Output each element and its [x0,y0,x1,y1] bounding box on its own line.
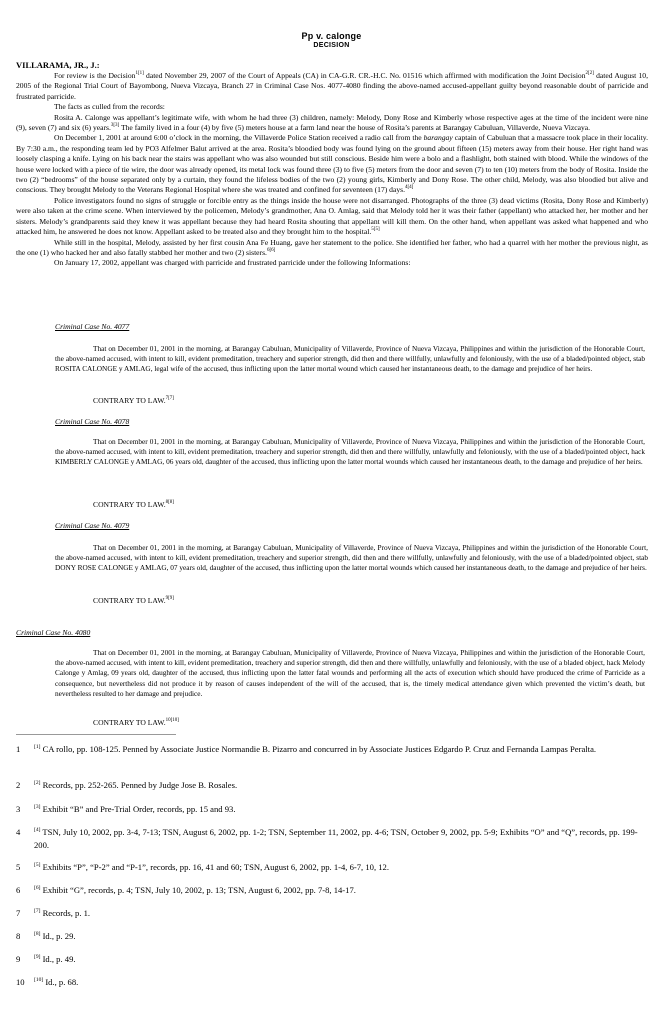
contrary-to-law: CONTRARY TO LAW.$^{7[7]}$ [93,396,174,405]
footnote-ref[interactable]: 8[8] [165,500,174,505]
information-text: That on December 01, 2001 in the morning, at Barangay Cabuluan, Municipality of Villaverde, Province of Nueva Vizcaya, Philippines and within the jurisdiction of the Honorable Court, the above-named accused, with intent to kill, evident premeditation, treachery and superior strength, did then and there willfully, unlawfully and feloniously, with the use of a bladed object, hack Melody Calonge y Amlag, 09 years old, daughter of the accused, thus inflicting upon the latter fatal wounds and performing all the acts of execution which should have produced the crime of Parricide as a consequence, but nevertheless did not produce it by reason of causes independent of the will of the accused, that is, the timely medical attendance given which prevented the victim’s death, but nevertheless resulted to her damage and prejudice. [55,648,645,698]
footnote-ref[interactable]: 4[4] [405,185,414,191]
footnote-ref[interactable]: 7[7] [165,396,174,401]
contrary-to-law: CONTRARY TO LAW.$^{10[10]}$ [93,718,179,727]
paragraph: Rosita A. Calonge was appellant’s legitimate wife, with whom he had three (3) children, namely: Melody, Dony Rose and Kimberly whose respective ages at the time of the incident were nine (9), seven (7) and six (6) years.$^{3[3]}$ The family lived in a four (4) by five (5) meters house at a farm land near the house of Rosita’s parents at Barangay Cabuluan, Villaverde, Nueva Vizcaya. [16,112,648,133]
footnote-anchor[interactable]: [1] [34,744,41,750]
contrary-to-law: CONTRARY TO LAW.$^{9[9]}$ [93,596,174,605]
paragraph: Police investigators found no signs of struggle or forcible entry as the things inside the house were not disarranged. Photographs of the three (3) dead victims (Rosita, Dony Rose and Kimberly) were also taken at the crime scene. When interviewed by the policemen, Melody’s grandmother, Ana O. Amlag, said that Melody told her it was their father (appellant) who attacked her, her mother and her sisters. Melody’s grandparents said they knew it was appellant because they had heard Rosita shouting that appellant will kill them. On the other hand, when appellant was asked what happened and who attacked him, he answered he does not know. Appellant asked to be treated also and they brought him to the hospital.$^{5[5]}$ [16,195,648,237]
document-title: Pp v. calonge [301,31,362,41]
footnote-anchor[interactable]: [6] [34,885,41,891]
footnote-ref[interactable]: 2[2] [585,71,594,76]
footnote-ref[interactable]: 9[9] [165,596,174,601]
footnote-ref[interactable]: 6[6] [266,247,276,253]
document-subtitle: DECISION [313,42,350,49]
paragraph: On December 1, 2001 at around 6:00 o’clock in the morning, the Villaverde Police Station received a radio call from the barangay captain of Cabuluan that a massacre took place in their locality. By 7:30 a.m., the responding team led by PO3 Alfelmer Balut arrived at the area. Rosita’s bloodied body was found lying on the ground about fifteen (15) meters away from their house. Her right hand was loosely clasping a knife. Lying on his back near the stairs was appellant who was also wounded but still conscious. Beside him were a bolo and a flashlight, both stained with blood. While the windows of the house were locked with a piece of tie wire, the door was already opened, its metal lock was found three (3) to five (5) meters from the door and seven (7) to ten (10) meters from the body of Rosita. Inside the two (2) “bedrooms” of the house separated only by a curtain, they found the lifeless bodies of the two (2) young girls, Kimberly and Dony Rose. The other child, Melody, was also bloodied but alive and conscious. They brought Melody to the Veterans Regional Hospital where she was treated and confined for seventeen (17) days.$^{4[4]}$ [16,133,649,195]
information-text: That on December 01, 2001 in the morning, at Barangay Cabuluan, Municipality of Villaverde, Province of Nueva Vizcaya, Philippines and within the jurisdiction of the Honorable Court, the above-named accused, with intent to kill, evident premeditation, treachery and superior strength, did then and there willfully, unlawfully and feloniously, with the use of a bladed/pointed object, stab ROSITA CALONGE y AMLAG, legal wife of the accused, thus inflicting upon the latter mortal wound which caused her instantaneous death, to the damage and prejudice of her heirs. [55,344,645,374]
paragraph: While still in the hospital, Melody, assisted by her first cousin Ana Fe Huang, gave her statement to the police. She identified her father, who had a quarrel with her mother the previous night, as the one (1) who hacked her and also fatally stabbed her mother and two (2) sisters.$^{6[6]}$ [16,237,648,257]
footnote-divider [16,734,176,735]
decision-body [16,71,648,269]
footnote-anchor[interactable]: [4] [34,827,41,833]
footnote-anchor[interactable]: [9] [34,954,41,960]
paragraph: For review is the Decision$^{1[1]}$ dated November 29, 2007 of the Court of Appeals (CA) in CA-G.R. CR.-H.C. No. 01516 which affirmed with modification the Joint Decision$^{2[2]}$ dated August 10, 2005 of the Regional Trial Court of Bayombong, Nueva Vizcaya, Branch 27 in Criminal Case Nos. 4077-4080 finding the above-named accused-appellant guilty beyond reasonable doubt of parricide and frustrated parricide. [16,71,649,101]
ponente: VILLARAMA, JR., J.: [16,60,100,70]
footnote-ref[interactable]: 10[10] [165,718,179,723]
case-heading: Criminal Case No. 4077 [55,322,130,331]
paragraph: The facts as culled from the records: [54,102,165,112]
paragraph: On January 17, 2002, appellant was charged with parricide and frustrated parricide under the following Informations: [54,258,411,268]
case-heading: Criminal Case No. 4078 [55,417,130,426]
footnote-anchor[interactable]: [3] [34,804,41,810]
footnote-anchor[interactable]: [7] [34,908,41,914]
footnote-anchor[interactable]: [5] [34,862,41,868]
footnote-ref[interactable]: 1[1] [135,71,144,76]
footnote-ref[interactable]: 5[5] [371,227,380,233]
information-text: That on December 01, 2001 in the morning, at Barangay Cabuluan, Municipality of Villaverde, Province of Nueva Vizcaya, Philippines and within the jurisdiction of the Honorable Court, the above-named accused, with intent to kill, evident premeditation, treachery and superior strength, did then and there willfully, unlawfully and feloniously, with the use of a bladed/pointed object, hack KIMBERLY CALONGE y AMLAG, 06 years old, daughter of the accused, thus inflicting upon the latter mortal wounds which caused her instantaneous death, to the damage and prejudice of her heirs. [55,437,645,467]
document-page: Pp v. calonge DECISION VILLARAMA, JR., J.: For review is the Decision$^{1[1]}$ dated November 29, 2007 of the Court of Appeals (CA) in CA-G.R. CR.-H.C. No. 01516 which affirmed with modification the Joint Decision$^{2[2]}$ dated August 10, 2005 of the Regional Trial Court of Bayombong, Nueva Vizcaya, Branch 27 in Criminal Case Nos. 4077-4080 finding the above-named accused-appellant guilty beyond reasonable doubt of parricide and frustrated parricide. The facts as culled from the records: Rosita A. Calonge was appellant’s legitimate wife, with whom he had three (3) children, namely: Melody, Dony Rose and Kimberly whose respective ages at the time of the incident were nine (9), seven (7) and six (6) years.$^{3[3]}$ The family lived in a four (4) by five (5) meters house at a farm land near the house of Rosita’s parents at Barangay Cabuluan, Villaverde, Nueva Vizcaya. On December 1, 2001 at around 6:00 o’clock in the morning, the Villaverde Police Station received a radio call from the barangay captain of Cabuluan that a massacre took place in their locality. By 7:30 a.m., the responding team led by PO3 Alfelmer Balut arrived at the area. Rosita’s bloodied body was found lying on the ground about fifteen (15) meters away from their house. Her right hand was loosely clasping a knife. Lying on his back near the stairs was appellant who was also wounded but still conscious. Beside him were a bolo and a flashlight, both stained with blood. While the windows of the house were locked with a piece of tie wire, the door was already opened, its metal lock was found three (3) to five (5) meters from the door and seven (7) to ten (10) meters from the body of Rosita. Inside the two (2) “bedrooms” of the house separated only by a curtain, they found the lifeless bodies of the two (2) young girls, Kimberly and Dony Rose. The other child, Melody, was also bloodied but alive and conscious. They brought Melody to the Veterans Regional Hospital where she was treated and confined for seventeen (17) days.$^{4[4]}$ Police investigators found no signs of struggle or forcible entry as the things inside the house were not disarranged. Photographs of the three (3) dead victims (Rosita, Dony Rose and Kimberly) were also taken at the crime scene. When interviewed by the policemen, Melody’s grandmother, Ana O. Amlag, said that Melody told her it was their father (appellant) who attacked her, her mother and her sisters. Melody’s grandparents said they knew it was appellant because they had heard Rosita shouting that appellant will kill them. On the other hand, when appellant was asked what happened and who attacked him, he answered he does not know. Appellant asked to be treated also and they brought him to the hospital.$^{5[5]}$ While still in the hospital, Melody, assisted by her first cousin Ana Fe Huang, gave her statement to the police. She identified her father, who had a quarrel with her mother the previous night, as the one (1) who hacked her and also fatally stabbed her mother and two (2) sisters.$^{6[6]}$ On January 17, 2002, appellant was charged with parricide and frustrated parricide under the following Informations: Criminal Case No. 4077 That on December 01, 2001 in the morning, at Barangay Cabuluan, Municipality of Villaverde, Province of Nueva Vizcaya, Philippines and within the jurisdiction of the Honorable Court, the above-named accused, with intent to kill, evident premeditation, treachery and superior strength, did then and there willfully, unlawfully and feloniously, with the use of a bladed/pointed object, stab ROSITA CALONGE y AMLAG, legal wife of the accused, thus inflicting upon the latter mortal wound which caused her instantaneous death, to the damage and prejudice of her heirs. CONTRARY TO LAW.$^{7[7]}$ Criminal Case No. 4078 That on December 01, 2001 in the morning, at Barangay Cabuluan, Municipality of Villaverde, Province of Nueva Vizcaya, Philippines and within the jurisdiction of the Honorable Court, the above-named accused, with intent to kill, evident premeditation, treachery and superior strength, did then and there willfully, unlawfully and feloniously, with the use of a bladed/pointed object, hack KIMBERLY CALONGE y AMLAG, 06 years old, daughter of the accused, thus inflicting upon the latter mortal wounds which caused her instantaneous death, to the damage and prejudice of her heirs. CONTRARY TO LAW.$^{8[8]}$ Criminal Case No. 4079 That on December 01, 2001 in the morning, at Barangay Cabuluan, Municipality of Villaverde, Province of Nueva Vizcaya, Philippines and within the jurisdiction of the Honorable Court, the above-named accused, with intent to kill, evident premeditation, treachery and superior strength, did then and there willfully, unlawfully and feloniously, with the use of a bladed/pointed object, stab DONY ROSE CALONGE y AMLAG, 07 years old, daughter of the accused, thus inflicting upon the latter mortal wounds which caused her instantaneous death, to the damage and prejudice of her heirs. CONTRARY TO LAW.$^{9[9]}$ Criminal Case No. 4080 That on December 01, 2001 in the morning, at Barangay Cabuluan, Municipality of Villaverde, Province of Nueva Vizcaya, Philippines and within the jurisdiction of the Honorable Court, the above-named accused, with intent to kill, evident premeditation, treachery and superior strength, did then and there willfully, unlawfully and feloniously, with the use of a bladed object, hack Melody Calonge y Amlag, 09 years old, daughter of the accused, thus inflicting upon the latter fatal wounds and performing all the acts of execution which should have produced the crime of Parricide as a consequence, but nevertheless did not produce it by reason of causes independent of the will of the accused, that is, the timely medical attendance given which prevented the victim’s death, but nevertheless resulted to her damage and prejudice. CONTRARY TO LAW.$^{10[10]}$ 1 [1] CA rollo, pp. 108-125. Penned by Associate Justice Normandie B. Pizarro and concurred in by Associate Justices Edgardo P. Cruz and Fernanda Lampas Peralta. 2 [2] Records, pp. 252-265. Penned by Judge Jose B. Rosales. 3 [3] Exhibit “B” and Pre-Trial Order, records, pp. 15 and 93. 4 [4] TSN, July 10, 2002, pp. 3-4, 7-13; TSN, August 6, 2002, pp. 1-2; TSN, September 11, 2002, pp. 4-6; TSN, October 9, 2002, pp. 5-9; Exhibits “O” and “Q”, records, pp. 199-200. 5 [5] Exhibits “P”, “P-2” and “P-1”, records, pp. 16, 41 and 60; TSN, August 6, 2002, pp. 1-4, 6-7, 10, 12. 6 [6] Exhibit “G”, records, p. 4; TSN, July 10, 2002, p. 13; TSN, August 6, 2002, pp. 7-8, 14-17. 7 [7] Records, p. 1. 8 [8] Id., p. 29. 9 [9] Id., p. 49. 10 [10] Id., p. 68. [0,0,663,1014]
case-heading: Criminal Case No. 4080 [16,628,91,637]
information-text: That on December 01, 2001 in the morning, at Barangay Cabuluan, Municipality of Villaverde, Province of Nueva Vizcaya, Philippines and within the jurisdiction of the Honorable Court, the above-named accused, with intent to kill, evident premeditation, treachery and superior strength, did then and there willfully, unlawfully and feloniously, with the use of a bladed/pointed object, stab DONY ROSE CALONGE y AMLAG, 07 years old, daughter of the accused, thus inflicting upon the latter mortal wounds which caused her instantaneous death, to the damage and prejudice of her heirs. [55,543,648,573]
footnote-anchor[interactable]: [8] [34,931,41,937]
footnote-anchor[interactable]: [10] [34,977,44,983]
footnote-ref[interactable]: 3[3] [110,123,120,129]
case-heading: Criminal Case No. 4079 [55,521,130,530]
footnote-anchor[interactable]: [2] [34,780,41,786]
contrary-to-law: CONTRARY TO LAW.$^{8[8]}$ [93,500,174,509]
